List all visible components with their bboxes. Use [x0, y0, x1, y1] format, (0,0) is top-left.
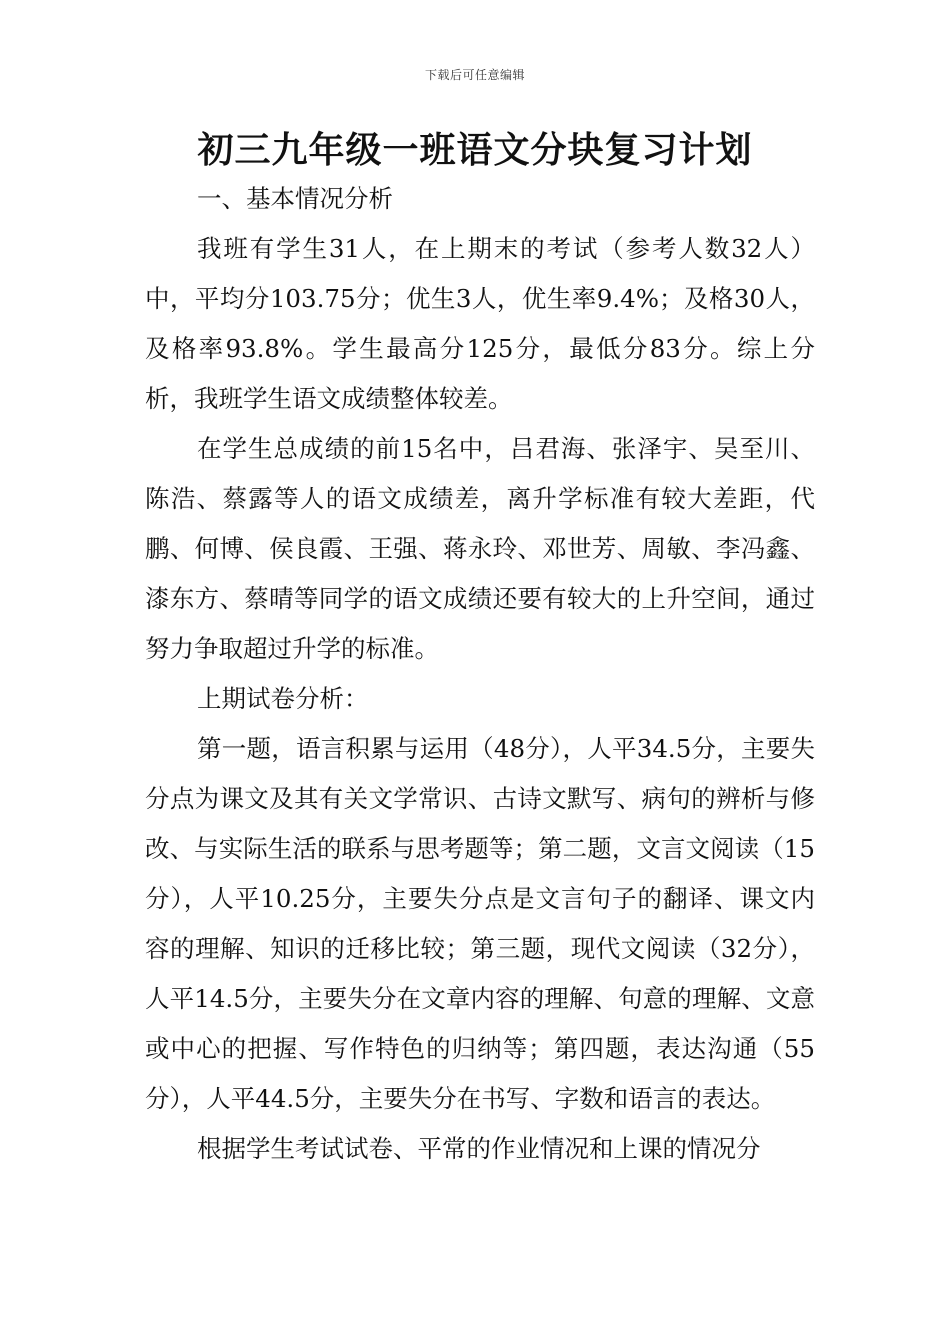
paragraph-top-students: 在学生总成绩的前15名中，吕君海、张泽宇、吴至川、陈浩、蔡露等人的语文成绩差，离升学标准有较大差距，代鹏、何博、侯良霞、王强、蒋永玲、邓世芳、周敏、李冯鑫、漆东方、蔡晴等同学的语文成绩还要有较大的上升空间，通过努力争取超过升学的标准。: [145, 434, 815, 663]
paragraph-class-overview: 我班有学生31人，在上期末的考试（参考人数32人）中，平均分103.75分；优生3人，优生率9.4%；及格30人，及格率93.8%。学生最高分125分，最低分83分。综上分析，我班学生语文成绩整体较差。: [145, 234, 815, 413]
document-body: [145, 174, 815, 1174]
document-title: 初三九年级一班语文分块复习计划: [197, 130, 753, 171]
paragraph-conclusion-start: 根据学生考试试卷、平常的作业情况和上课的情况分: [197, 1134, 761, 1163]
header-note: 下载后可任意编辑: [424, 68, 525, 82]
paragraph-exam-analysis-heading: 上期试卷分析：: [197, 684, 369, 713]
paragraph-exam-breakdown: 第一题，语言积累与运用（48分），人平34.5分，主要失分点为课文及其有关文学常识、古诗文默写、病句的辨析与修改、与实际生活的联系与思考题等；第二题，文言文阅读（15分），人平10.25分，主要失分点是文言句子的翻译、课文内容的理解、知识的迁移比较；第三题，现代文阅读（32分），人平14.5分，主要失分在文章内容的理解、句意的理解、文意或中心的把握、写作特色的归纳等；第四题，表达沟通（55分），人平44.5分，主要失分在书写、字数和语言的表达。: [145, 734, 815, 1113]
section-heading-basic-analysis: 一、基本情况分析: [197, 184, 393, 213]
